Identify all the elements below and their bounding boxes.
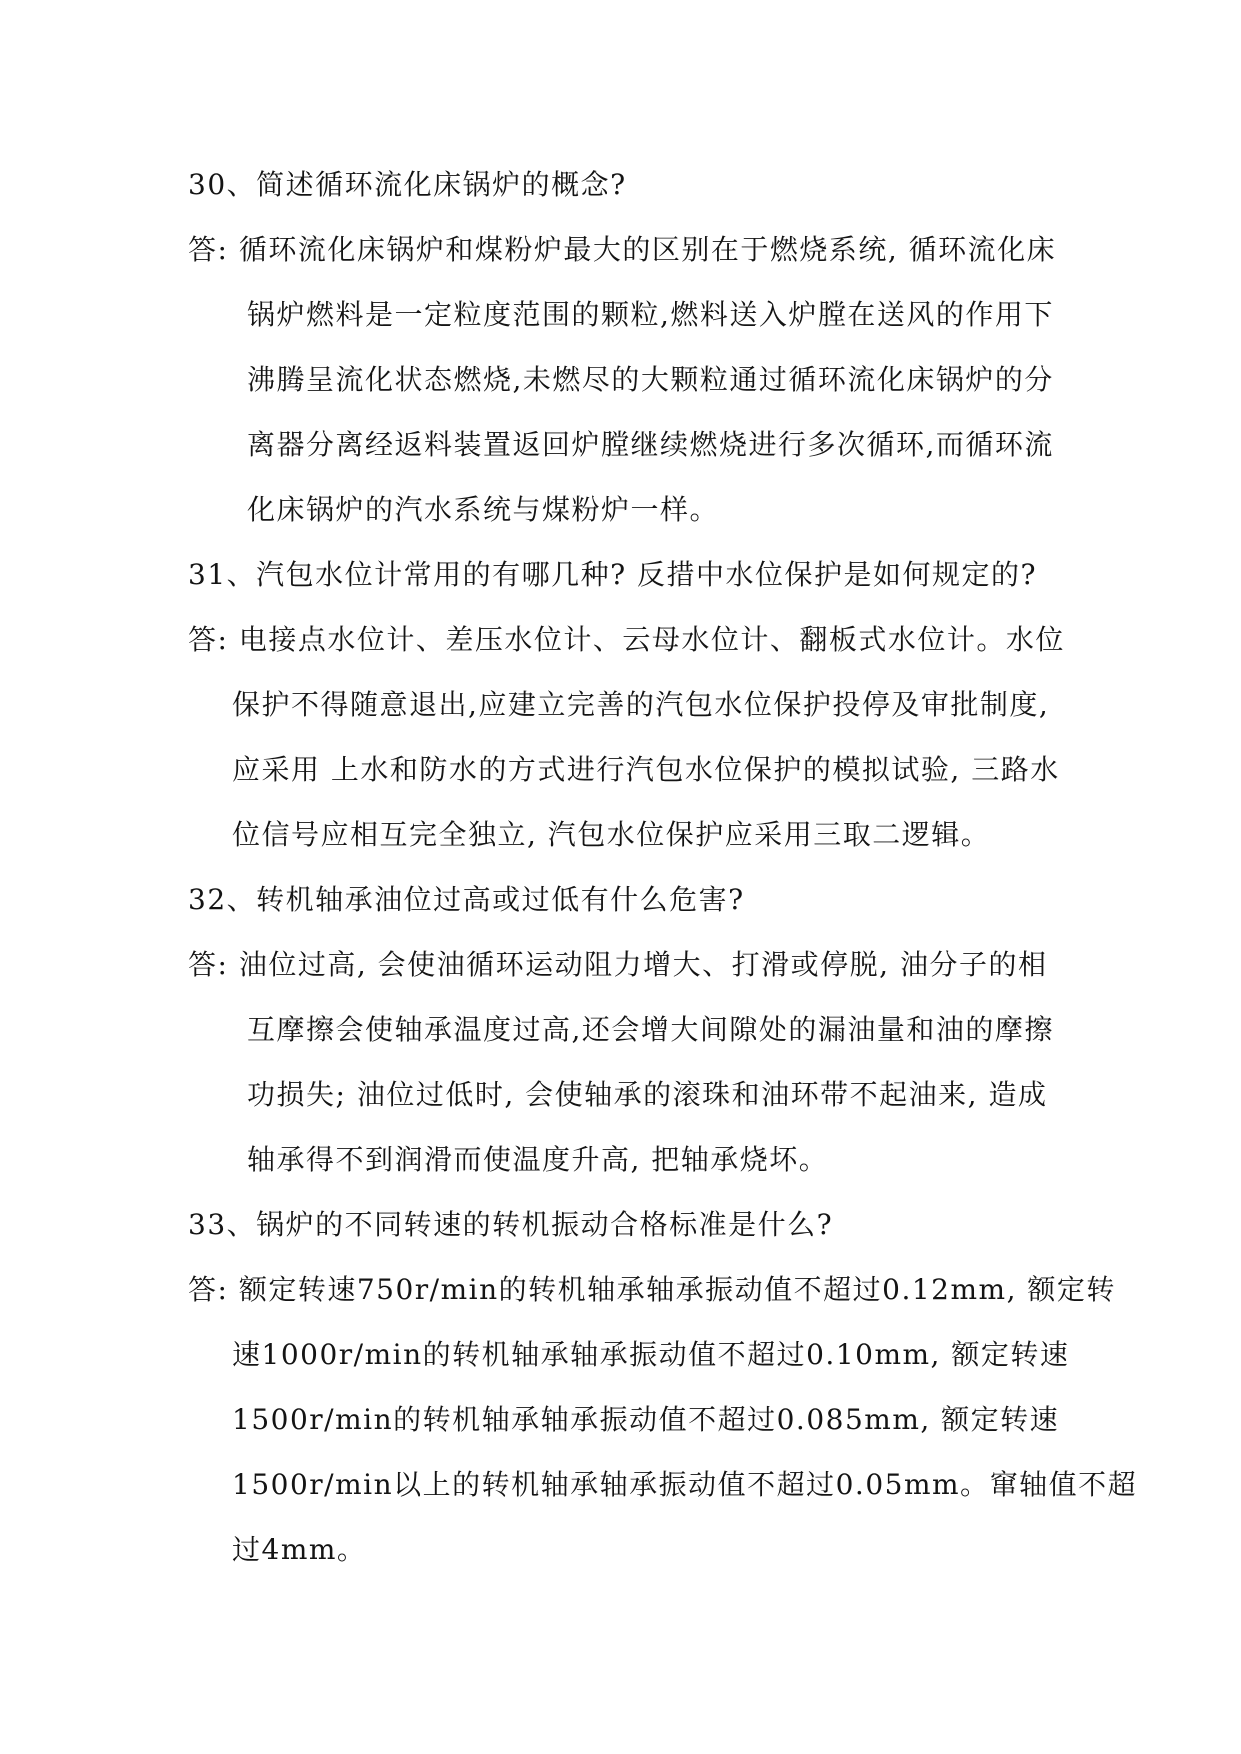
- answer-31-line-4: 位信号应相互完全独立, 汽包水位保护应采用三取二逻辑。: [232, 818, 991, 851]
- answer-32-line-4: 轴承得不到润滑而使温度升高, 把轴承烧坏。: [247, 1143, 829, 1176]
- answer-30-line-5: 化床锅炉的汽水系统与煤粉炉一样。: [247, 493, 720, 526]
- answer-31-line-3: 应采用 上水和防水的方式进行汽包水位保护的模拟试验, 三路水: [232, 753, 1060, 786]
- answer-32-line-1: 答: 油位过高, 会使油循环运动阻力增大、打滑或停脱, 油分子的相: [188, 948, 1048, 981]
- answer-30-line-3: 沸腾呈流化状态燃烧,未燃尽的大颗粒通过循环流化床锅炉的分: [247, 363, 1054, 396]
- question-32: 32、转机轴承油位过高或过低有什么危害?: [188, 883, 745, 916]
- answer-31-line-2: 保护不得随意退出,应建立完善的汽包水位保护投停及审批制度,: [232, 688, 1050, 721]
- answer-33-line-3: 1500r/min的转机轴承轴承振动值不超过0.085mm, 额定转速: [232, 1403, 1060, 1436]
- answer-30-line-1: 答: 循环流化床锅炉和煤粉炉最大的区别在于燃烧系统, 循环流化床: [188, 233, 1057, 266]
- answer-33-line-4: 1500r/min以上的转机轴承轴承振动值不超过0.05mm。窜轴值不超: [232, 1468, 1138, 1501]
- answer-33-line-2: 速1000r/min的转机轴承轴承振动值不超过0.10mm, 额定转速: [232, 1338, 1070, 1371]
- question-33: 33、锅炉的不同转速的转机振动合格标准是什么?: [188, 1208, 834, 1241]
- answer-32-line-2: 互摩擦会使轴承温度过高,还会增大间隙处的漏油量和油的摩擦: [247, 1013, 1054, 1046]
- question-31: 31、汽包水位计常用的有哪几种? 反措中水位保护是如何规定的?: [188, 558, 1038, 591]
- answer-30-line-4: 离器分离经返料装置返回炉膛继续燃烧进行多次循环,而循环流: [247, 428, 1054, 461]
- answer-33-line-5: 过4mm。: [232, 1533, 367, 1566]
- question-30: 30、简述循环流化床锅炉的概念?: [188, 168, 627, 201]
- answer-32-line-3: 功损失; 油位过低时, 会使轴承的滚珠和油环带不起油来, 造成: [247, 1078, 1048, 1111]
- answer-33-line-1: 答: 额定转速750r/min的转机轴承轴承振动值不超过0.12mm, 额定转: [188, 1273, 1116, 1306]
- answer-31-line-1: 答: 电接点水位计、差压水位计、云母水位计、翻板式水位计。水位: [188, 623, 1065, 656]
- answer-30-line-2: 锅炉燃料是一定粒度范围的颗粒,燃料送入炉膛在送风的作用下: [247, 298, 1054, 331]
